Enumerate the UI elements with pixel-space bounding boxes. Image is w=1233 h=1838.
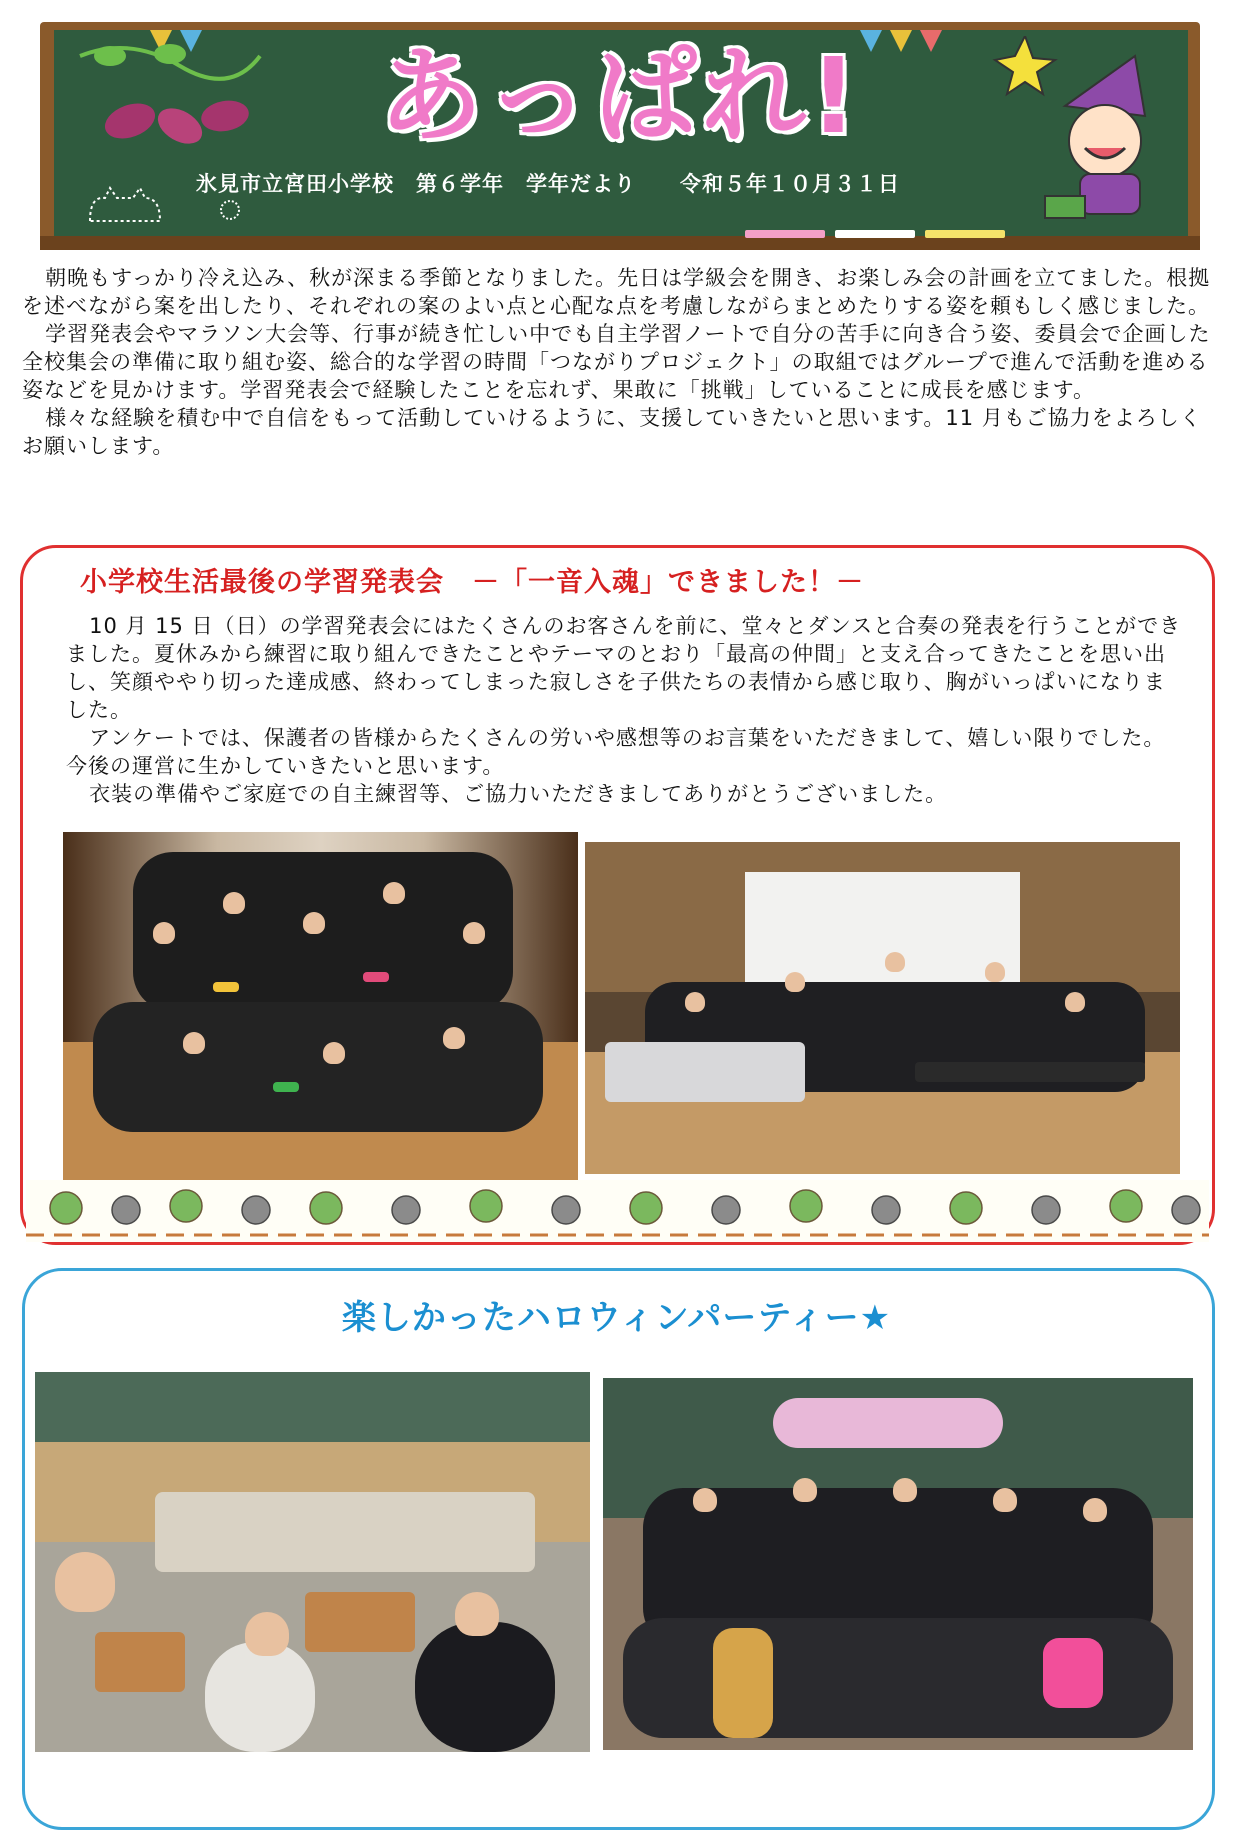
blackboard-ledge <box>40 236 1200 250</box>
intro-text <box>22 264 1212 460</box>
intro-paragraph: 学習発表会やマラソン大会等、行事が続き忙しい中でも自主学習ノートで自分の苦手に向き合う姿、委員会で企画した全校集会の準備に取り組む姿、総合的な学習の時間「つながりプロジェクト」の取組ではグループで進んで活動を進める姿などを見かけます。学習発表会で経験したことを忘れず、果敢に「挑戦」していることに成長を感じます。 <box>22 322 1211 402</box>
costume-group-photo <box>603 1378 1193 1750</box>
classroom-party-photo <box>35 1372 590 1752</box>
presentation-section-heading: 小学校生活最後の学習発表会 －「一音入魂」できました！－ <box>80 567 864 598</box>
section-paragraph: アンケートでは、保護者の皆様からたくさんの労いや感想等のお言葉をいただきまして、嬉しい限りでした。今後の運営に生かしていきたいと思います。 <box>66 726 1166 778</box>
intro-paragraph: 様々な経験を積む中で自信をもって活動していけるように、支援していきたいと思います。11 月もご協力をよろしくお願いします。 <box>22 406 1202 458</box>
chalk-white <box>835 230 915 238</box>
newsletter-title: あっぱれ! <box>378 35 862 157</box>
character-border-decoration <box>26 1180 1209 1242</box>
newsletter-subtitle: 氷見市立宮田小学校 第６学年 学年だより 令和５年１０月３１日 <box>196 172 900 196</box>
presentation-section-text <box>66 612 1186 808</box>
chalk-yellow <box>925 230 1005 238</box>
intro-paragraph: 朝晩もすっかり冷え込み、秋が深まる季節となりました。先日は学級会を開き、お楽しみ会の計画を立てました。根拠を述べながら案を出したり、それぞれの案のよい点と心配な点を考慮しながらまとめたりする姿を頼もしく感じました。 <box>22 266 1211 318</box>
section-paragraph: 衣装の準備やご家庭での自主練習等、ご協力いただきましてありがとうございました。 <box>89 782 948 806</box>
halloween-section-heading: 楽しかったハロウィンパーティー★ <box>341 1298 892 1338</box>
sweet-potato-illustration <box>70 36 270 166</box>
band-performance-photo <box>585 842 1180 1174</box>
group-stage-photo <box>63 832 578 1182</box>
section-paragraph: 10 月 15 日（日）の学習発表会にはたくさんのお客さんを前に、堂々とダンスと合奏の発表を行うことができました。夏休みから練習に取り組んできたことやテーマのとおり「最高の仲間」と支え合ってきたことを思い出し、笑顔ややり切った達成感、終わってしまった寂しさを子供たちの表情から感じ取り、胸がいっぱいになりました。 <box>66 614 1182 722</box>
chalk-pink <box>745 230 825 238</box>
